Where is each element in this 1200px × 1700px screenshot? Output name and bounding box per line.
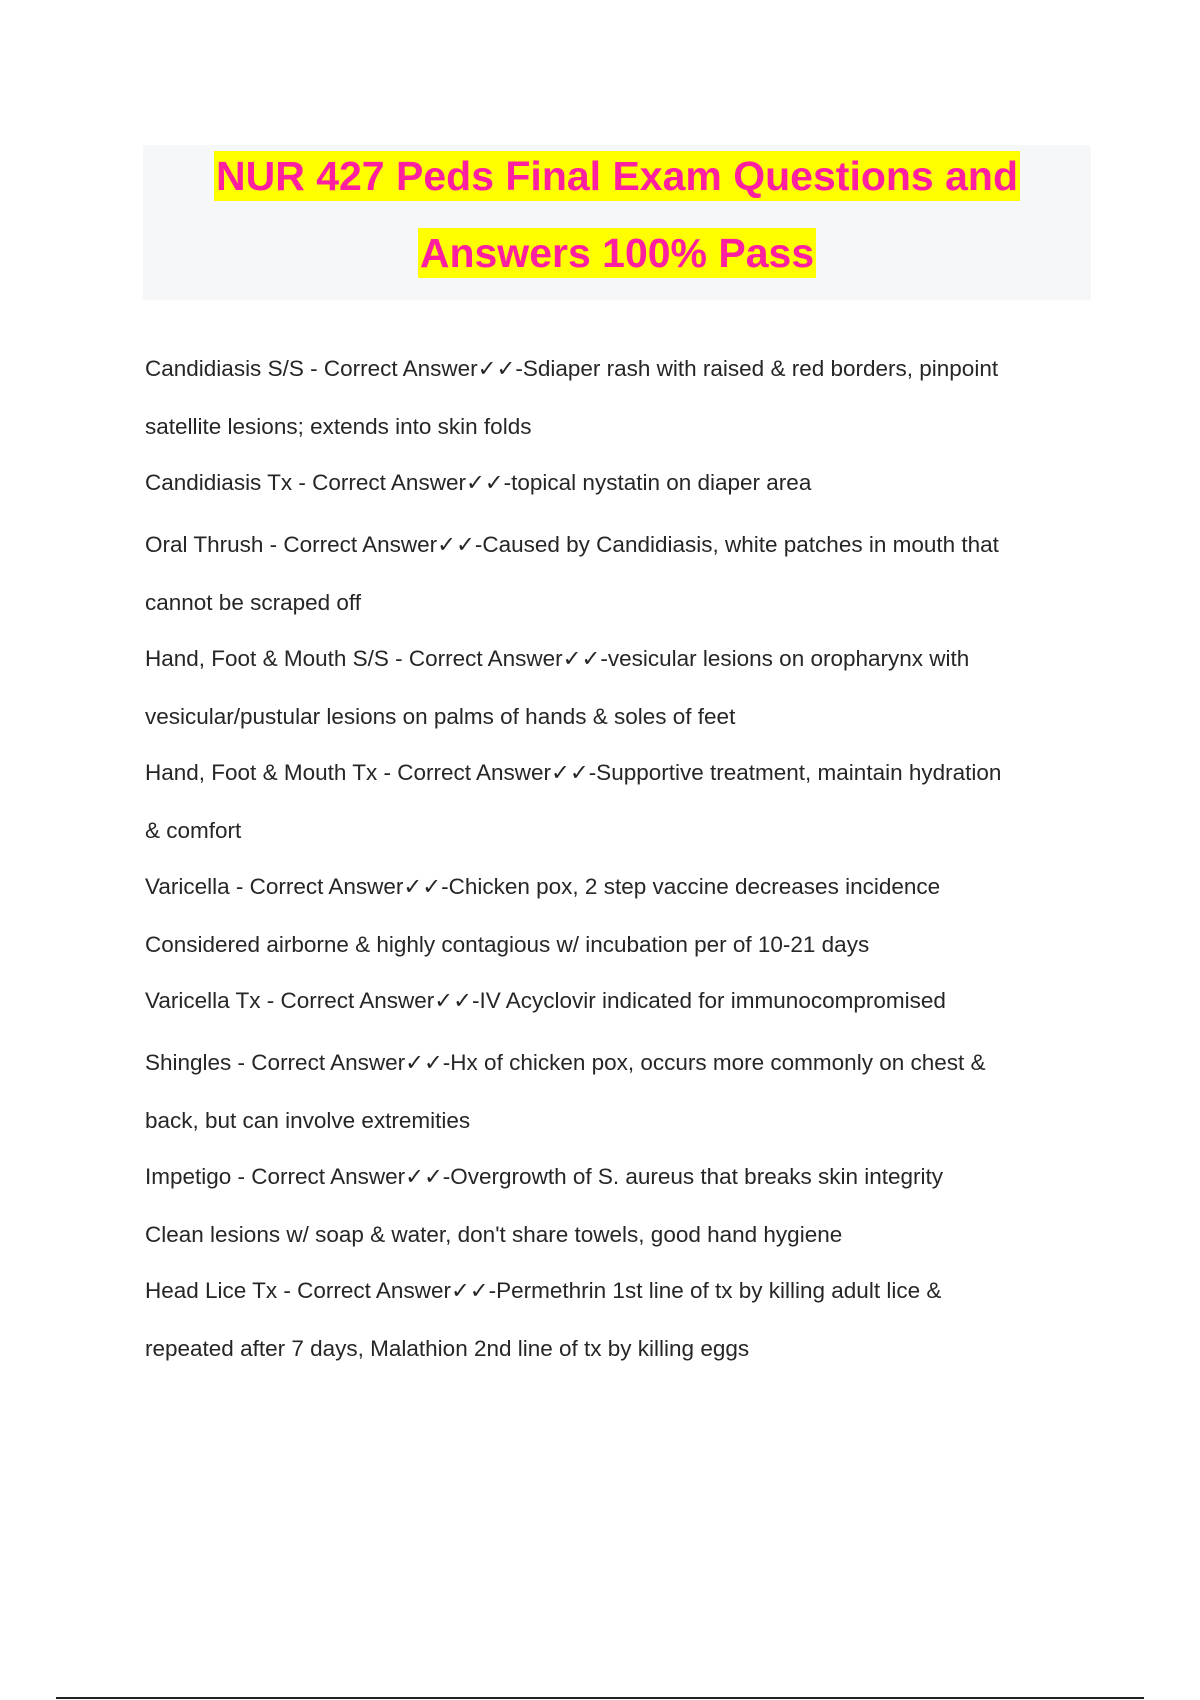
- qa-question-line: Varicella - Correct Answer✓✓-Chicken pox, 2 step vaccine decreases incidence: [145, 874, 941, 899]
- page-title-line-1: NUR 427 Peds Final Exam Questions and: [215, 153, 1019, 199]
- footer-divider: [56, 1697, 1144, 1699]
- qa-continuation-line: back, but can involve extremities: [145, 1108, 471, 1133]
- qa-continuation-line: cannot be scraped off: [145, 590, 361, 615]
- page-title-line-2: Answers 100% Pass: [419, 230, 815, 276]
- qa-question-line: Impetigo - Correct Answer✓✓-Overgrowth of S. aureus that breaks skin integrity: [145, 1164, 944, 1189]
- qa-question-line: Shingles - Correct Answer✓✓-Hx of chicken pox, occurs more commonly on chest &: [145, 1050, 986, 1075]
- qa-continuation-line: Considered airborne & highly contagious w/ incubation per of 10-21 days: [145, 932, 870, 957]
- qa-question-line: Varicella Tx - Correct Answer✓✓-IV Acyclovir indicated for immunocompromised: [145, 988, 946, 1013]
- qa-continuation-line: & comfort: [145, 818, 242, 843]
- qa-question-line: Candidiasis S/S - Correct Answer✓✓-Sdiaper rash with raised & red borders, pinpoint: [145, 356, 999, 381]
- qa-continuation-line: satellite lesions; extends into skin folds: [145, 414, 532, 439]
- qa-continuation-line: vesicular/pustular lesions on palms of hands & soles of feet: [145, 704, 736, 729]
- qa-question-line: Oral Thrush - Correct Answer✓✓-Caused by Candidiasis, white patches in mouth that: [145, 532, 999, 557]
- qa-question-line: Hand, Foot & Mouth Tx - Correct Answer✓✓-Supportive treatment, maintain hydration: [145, 760, 1002, 785]
- title-banner: [143, 145, 1091, 300]
- qa-question-line: Candidiasis Tx - Correct Answer✓✓-topical nystatin on diaper area: [145, 470, 812, 495]
- qa-continuation-line: Clean lesions w/ soap & water, don't share towels, good hand hygiene: [145, 1222, 843, 1247]
- qa-question-line: Head Lice Tx - Correct Answer✓✓-Permethrin 1st line of tx by killing adult lice &: [145, 1278, 942, 1303]
- qa-continuation-line: repeated after 7 days, Malathion 2nd line of tx by killing eggs: [145, 1336, 750, 1361]
- qa-question-line: Hand, Foot & Mouth S/S - Correct Answer✓✓-vesicular lesions on oropharynx with: [145, 646, 970, 671]
